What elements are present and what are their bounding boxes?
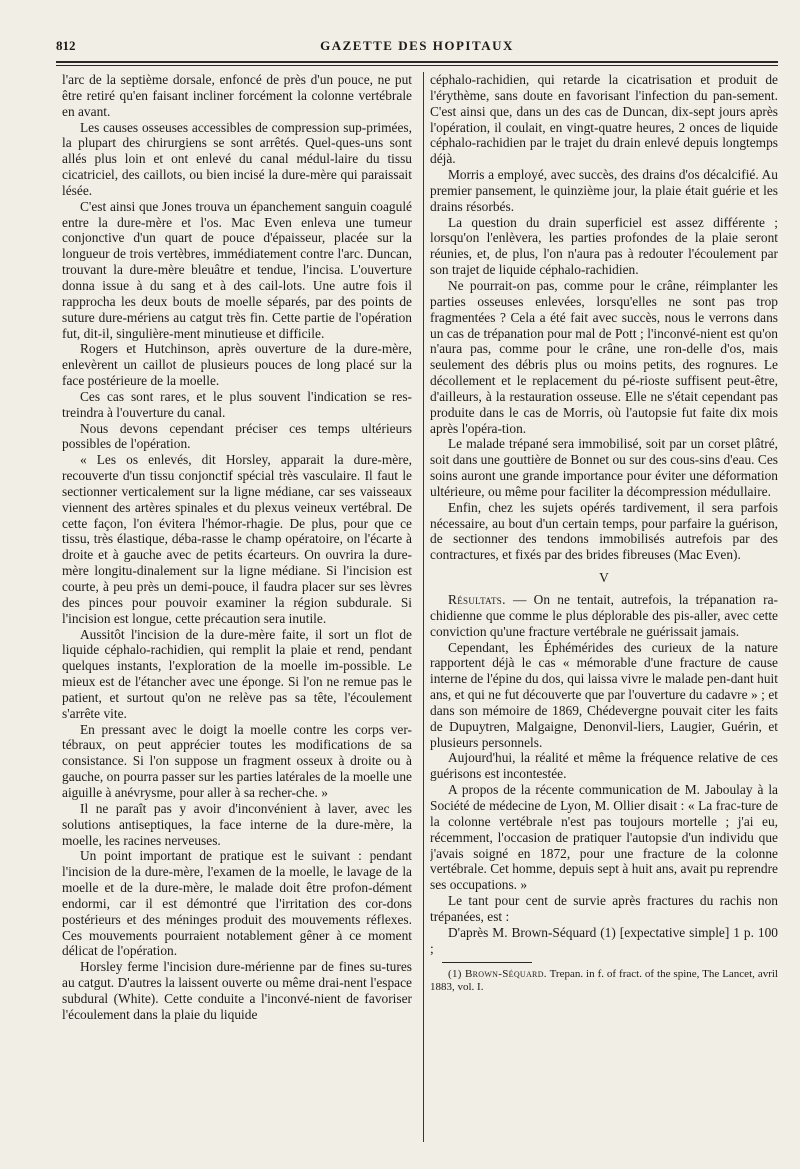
column-divider	[423, 72, 424, 1142]
footnote-rule	[442, 962, 532, 963]
paragraph: Le tant pour cent de survie après fractures du rachis non trépanées, est :	[430, 893, 778, 924]
paragraph: A propos de la récente communication de M. Jaboulay à la Société de médecine de Lyon, M. Ollier disait : « La frac-ture de la colonne vertébrale n'est pas toujours mortelle ; j'ai eu, récemment, l'occasion de pratiquer l'autopsie d'un individu que j'avais soigné en 1872, pour une fracture de la colonne vertébrale. Cet homme, depuis sept à huit ans, avait pu reprendre ses occupations. »	[430, 782, 778, 893]
results-text: — On ne tentait, autrefois, la trépanation ra-chidienne que comme le plus déplorable des pis-aller, avec cette conviction qu'une fracture vertébrale ne guérissait jamais.	[430, 592, 778, 639]
paragraph: Le malade trépané sera immobilisé, soit par un corset plâtré, soit dans une gouttière de Bonnet ou sur des cous-sins d'eau. Ces soins auront une grande importance pour éviter une déformation ultérieure, ou même pour faciliter la décompression médullaire.	[430, 436, 778, 499]
header-rule-thin	[56, 65, 778, 66]
footnote	[430, 968, 778, 994]
page-header	[56, 38, 778, 58]
paragraph: Horsley ferme l'incision dure-mérienne par de fines su-tures au catgut. D'autres la laissent ouverte ou même drai-nent l'espace subdural (White). Cette conduite a l'inconvé-nient de favoriser l'écoulement dans la plaie du liquide	[62, 959, 412, 1022]
paragraph: Cependant, les Éphémérides des curieux de la nature rapportent déjà le cas « mémorable d'une fracture de cause interne de l'épine du dos, qui laissa vivre le malade pen-dant huit ans, et qui ne fut découverte que par l'ouverture du cadavre » ; et dans son mémoire de 1869, Chédevergne pouvait citer les faits de Dupuytren, Malgaigne, Denonvil-liers, Laugier, Guérin, et plusieurs personnels.	[430, 639, 778, 750]
paragraph: Ces cas sont rares, et le plus souvent l'indication se res-treindra à l'ouverture du canal.	[62, 388, 412, 420]
paragraph: Nous devons cependant préciser ces temps ultérieurs possibles de l'opération.	[62, 420, 412, 452]
paragraph: Il ne paraît pas y avoir d'inconvénient à laver, avec les solutions antiseptiques, la face interne de la dure-mère, la moelle, les racines nerveuses.	[62, 800, 412, 848]
page-number: 812	[56, 38, 76, 53]
paragraph: « Les os enlevés, dit Horsley, apparait la dure-mère, recouverte d'un tissu conjonctif spécial très vasculaire. Il faut le sectionner verticalement sur la ligne médiane, car ses vaisseaux viennent des artères spinales et du plexus veineux vertébral. De cette façon, l'on évitera l'hémor-rhagie. De plus, pour que ce tissu, très élastique, déba-rasse le champ opératoire, on l'écarte à droite et à gauche avec de petits écarteurs. On ouvrira la dure-mère longitu-dinalement sur la ligne médiane. Si l'incision est courte, à peu près un demi-pouce, il faudra placer sur ses lèvres des pinces pour pouvoir examiner la région subdurale. Si l'incision est longue, cette précaution sera inutile.	[62, 452, 412, 626]
results-label: Résultats.	[448, 592, 506, 607]
paragraph: Rogers et Hutchinson, après ouverture de la dure-mère, enlevèrent un caillot de plusieurs pouces de long placé sur la face postérieure de la moelle.	[62, 341, 412, 389]
header-rule-thick	[56, 61, 778, 63]
results-paragraph	[430, 592, 778, 640]
paragraph: En pressant avec le doigt la moelle contre les corps ver-tébraux, on peut apprécier toutes les modifications de sa consistance. Si l'on suppose un fragment osseux à droite ou à gauche, on pourra passer sur les parties latérales de la moelle une aiguille à anévrysme, pour aller à sa recher-che. »	[62, 721, 412, 800]
paragraph: C'est ainsi que Jones trouva un épanchement sanguin coagulé entre la dure-mère et l'os. Mac Even enleva une tumeur conjonctive d'un quart de pouce d'épaisseur, placée sur la longueur de trois vertèbres, immédiatement contre l'arc. Duncan, trouvant la dure-mère bleuâtre et tendue, l'incisa. L'ouverture donna issue à du sang et à des cail-lots. Une autre fois il rapprocha les deux bouts de moelle séparés, par des points de suture dure-mériens au catgut très fin. Cette partie de l'opération fut, dit-il, singulière-ment minutieuse et difficile.	[62, 198, 412, 341]
paragraph: Aujourd'hui, la réalité et même la fréquence relative de ces guérisons est incontestée.	[430, 750, 778, 782]
paragraph: Ne pourrait-on pas, comme pour le crâne, réimplanter les parties osseuses enlevées, lorsqu'elles ne sont pas trop fragmentées ? Cela a été fait avec succès, nous le verrons dans un cas de trépanation pour mal de Pott ; l'inconvé-nient est qu'on n'aura pas, comme pour le crâne, une ron-delle d'os, mais seulement des débris plus ou moins petits, des rognures. Le décollement et le replacement du pé-rioste suffisent peut-être, d'ailleurs, à la restauration osseuse. Elle ne s'était cependant pas produite dans le cas de Morris, où l'autopsie fut faite dix mois après l'opéra-tion.	[430, 277, 778, 436]
paragraph: Morris a employé, avec succès, des drains d'os décalcifié. Au premier pansement, le quinzième jour, la plaie était guérie et les drains résorbés.	[430, 167, 778, 214]
paragraph: Enfin, chez les sujets opérés tardivement, il sera parfois nécessaire, au bout d'un certain temps, pour parfaire la guérison, de sectionner des tendons immobilisés autrefois par des contractures, et fixés par des brides fibreuses (Mac Even).	[430, 499, 778, 563]
journal-title: GAZETTE DES HOPITAUX	[320, 38, 514, 53]
paragraph: l'arc de la septième dorsale, enfoncé de près d'un pouce, ne put être retiré qu'en faisant incliner forcément la colonne vertébrale en avant.	[62, 72, 412, 119]
paragraph: La question du drain superficiel est assez différente ; lorsqu'on l'enlèvera, les parties profondes de la plaie seront réunies, et, de plus, l'on n'aura pas à redouter l'écoulement par son trajet de liquide céphalo-rachidien.	[430, 214, 778, 278]
left-column	[62, 72, 412, 1147]
right-column	[430, 72, 778, 1147]
paragraph: Les causes osseuses accessibles de compression sup-primées, la plupart des chirurgiens se sont arrêtés. Quel-ques-uns sont allés plus loin et ont enlevé du canal médul-laire du tissu cicatriciel, des caillots, ou bien incisé la dure-mère qui paraissait lésée.	[62, 119, 412, 198]
footnote-author: (1) Brown-Séquard.	[448, 968, 547, 981]
paragraph: Un point important de pratique est le suivant : pendant l'incision de la dure-mère, l'examen de la moelle, le lavage de la moelle et de la dure-mère, le malade doit être profon-dément endormi, car il est démontré que l'irritation des cor-dons postérieurs et des méninges produit des mouvements réflexes. Ces mouvements pourraient notablement gêner à ce moment délicat de l'opération.	[62, 848, 412, 959]
paragraph: céphalo-rachidien, qui retarde la cicatrisation et produit de l'érythème, sans doute en favorisant l'infection du pan-sement. C'est ainsi que, dans un des cas de Duncan, dix-sept jours après l'opération, il coulait, en vingt-quatre heures, 2 onces de liquide céphalo-rachidien par le trajet du drain enlevé depuis longtemps déjà.	[430, 72, 778, 167]
paragraph: Aussitôt l'incision de la dure-mère faite, il sort un flot de liquide céphalo-rachidien, qui remplit la plaie et rend, pendant quelques instants, l'exploration de la moelle im-possible. Le mieux est de l'étancher avec une éponge. Si l'on ne remue pas le patient, et surtout qu'on ne relève pas sa tête, l'écoulement s'arrête vite.	[62, 626, 412, 721]
footnote-text: Trepan. in f. of fract. of the spine, The Lancet, avril 1883, vol. I.	[430, 968, 778, 994]
section-numeral: V	[599, 570, 609, 586]
paragraph: D'après M. Brown-Séquard (1) [expectative simple] 1 p. 100 ;	[430, 924, 778, 956]
